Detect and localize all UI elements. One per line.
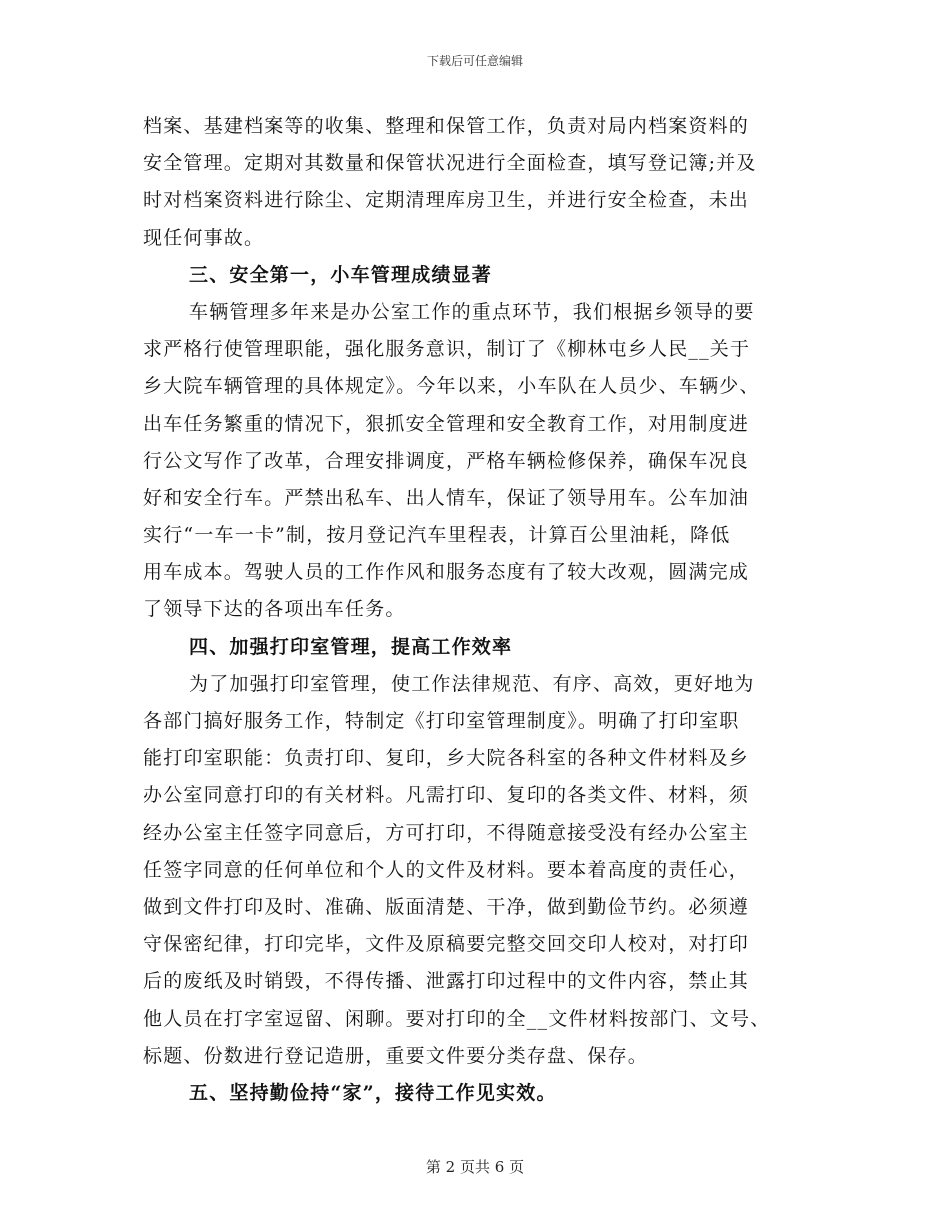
body-line: 各部门搞好服务工作，特制定《打印室管理制度》。明确了打印室职 xyxy=(143,710,740,732)
body-line: 档案、基建档案等的收集、整理和保管工作，负责对局内档案资料的 xyxy=(143,115,750,137)
body-line: 安全管理。定期对其数量和保管状况进行全面检查，填写登记簿;并及 xyxy=(143,152,757,175)
body-line: 为了加强打印室管理，使工作法律规范、有序、高效，更好地为 xyxy=(189,672,755,695)
body-line: 能打印室职能：负责打印、复印，乡大院各科室的各种文件材料及乡 xyxy=(143,747,750,770)
body-line: 车辆管理多年来是办公室工作的重点环节，我们根据乡领导的要 xyxy=(189,300,755,323)
body-line: 经办公室主任签字同意后，方可打印，不得随意接受没有经办公室主 xyxy=(143,821,750,844)
body-line: 他人员在打字室逗留、闲聊。要对打印的全__文件材料按部门、文号、 xyxy=(143,1007,771,1030)
body-line: 实行“一车一卡”制，按月登记汽车里程表，计算百公里油耗，降低 xyxy=(143,524,731,547)
body-line: 用车成本。驾驶人员的工作作风和服务态度有了较大改观，圆满完成 xyxy=(143,561,750,584)
section-heading-3: 三、安全第一，小车管理成绩显著 xyxy=(189,263,493,286)
body-line: 了领导下达的各项出车任务。 xyxy=(143,598,406,621)
body-line: 现任何事故。 xyxy=(143,226,265,249)
body-line: 出车任务繁重的情况下，狠抓安全管理和安全教育工作，对用制度进 xyxy=(143,412,750,435)
section-heading-4: 四、加强打印室管理，提高工作效率 xyxy=(189,635,513,658)
body-line: 求严格行使管理职能，强化服务意识，制订了《柳林屯乡人民__关于 xyxy=(143,338,751,361)
page-footer: 第 2 页共 6 页 xyxy=(425,1158,525,1176)
body-line: 乡大院车辆管理的具体规定》。今年以来，小车队在人员少、车辆少、 xyxy=(143,375,760,398)
body-line: 行公文写作了改革，合理安排调度，严格车辆检修保养，确保车况良 xyxy=(143,449,750,472)
body-line: 标题、份数进行登记造册，重要文件要分类存盘、保存。 xyxy=(143,1044,649,1067)
page-header: 下载后可任意编辑 xyxy=(426,54,523,68)
document-body xyxy=(143,108,807,1112)
body-line: 守保密纪律，打印完毕，文件及原稿要完整交回交印人校对，对打印 xyxy=(143,933,750,956)
section-heading-5: 五、坚持勤俭持“家”，接待工作见实效。 xyxy=(189,1081,557,1104)
body-line: 好和安全行车。严禁出私车、出人情车，保证了领导用车。公车加油 xyxy=(143,486,750,509)
body-line: 做到文件打印及时、准确、版面清楚、干净，做到勤俭节约。必须遵 xyxy=(143,895,750,918)
body-line: 后的废纸及时销毁，不得传播、泄露打印过程中的文件内容，禁止其 xyxy=(143,970,750,993)
body-line: 办公室同意打印的有关材料。凡需打印、复印的各类文件、材料，须 xyxy=(143,784,750,807)
body-line: 任签字同意的任何单位和个人的文件及材料。要本着高度的责任心， xyxy=(143,858,750,881)
body-line: 时对档案资料进行除尘、定期清理库房卫生，并进行安全检查，未出 xyxy=(143,189,750,212)
